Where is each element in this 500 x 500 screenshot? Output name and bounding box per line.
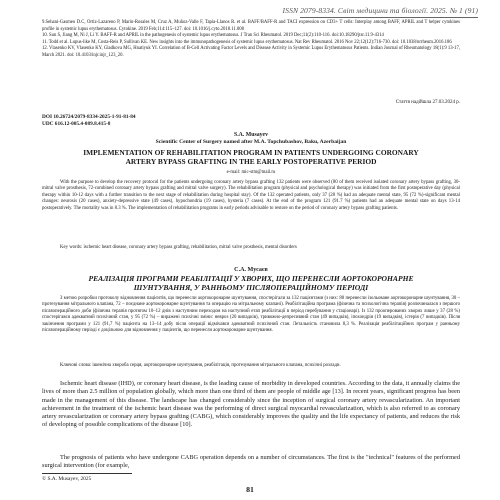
reference-item: 12. Vlasenko KV, Vlasenko KY, Gladkova MG, Hnatiyuk YI. Correlation of B-Cell Activating Factor Levels and Disease Activity in Systemic Lupus Erythematosus Patients. Indian Journal of Rheumatology 18(1):9 13-17, March 2021. doi: 10.4103/injr.injr_123_20. [42, 46, 460, 58]
running-header: ISSN 2079-8334. Світ медицини та біології. 2025. № 1 (91) [282, 6, 478, 15]
affiliation-en: Scientific Center of Surgery named after M.A. Topchubashov, Baku, Azerbaijan [155, 139, 347, 145]
page-number: 81 [246, 485, 254, 494]
footnote-rule [42, 473, 132, 474]
article-title-uk: РЕАЛІЗАЦІЯ ПРОГРАМИ РЕАБІЛІТАЦІЇ У ХВОРИХ, ЩО ПЕРЕНЕСЛИ АОРТОКОРОНАРНЕ ШУНТУВАННЯ, У РАННЬОМУ ПІСЛЯОПЕРАЦІЙНОМУ ПЕРІОДІ [88, 274, 414, 292]
body-paragraph: Ischemic heart disease (IHD), or coronary heart disease, is the leading cause of morbidity in developed countries. According to the data, it annually claims the lives of more than 2.5 million of population globally, which more than one third of them are people of middle age [13]. In recent years, significant progress has been made in the management of this disease. The landscape has changed considerably since the inception of surgical coronary artery revascularization. An important achievement in the treatment of the ischemic heart disease was the performing of direct surgical myocardial revascularization, which is also referred to as coronary artery revascularization or coronary artery bypass grafting (CABG), which considerably improves the quality and the life expectancy of patients, and reduces the risk of developing of possible complications of the disease [10]. [42, 380, 460, 429]
copyright: © S.A. Musayev, 2025 [42, 476, 92, 482]
received-date: Стаття надійшла 27.03.2024 р. [395, 100, 460, 105]
reference-list [42, 20, 460, 60]
udc: UDC 616.12-005.4-089.8.415-8 [42, 121, 111, 127]
reference-item: 10. Sun S, Jiang M, Ni J, Li Y. BAFF-R and APRIL in the pathogenesis of systemic lupus erythematosus. J Tran Sci Rheumatol. 2019 Dec;11(2):110-116. doi:10.18290/jtsr.11.9-4314 [42, 33, 384, 39]
abstract-en: With the purpose to develop the recovery protocol for the patients undergoing coronary artery bypass grafting 132 patients were observed (80 of them received isolated coronary artery bypass grafting, 30-mitral valve prosthesis, 72-combined coronary artery bypass grafting and mitral valve surgery). The rehabilitation program (physical and psychological therapy) was initiated from the first postoperative day (physical therapy within 10-12 days with a further transition to the next stage of rehabilitation during hospital stay). Of the 132 operated patients, only 37 (28 %) had an adequate mental state, 95 (72 %)-significant mental changes: neurosis (20 cases), anxiety-depressive state (49 cases), hypochondria (19 cases), hysteria (7 cases). At the end of the program 121 (91.7 %) patients had an adequate mental state on days 13-14 postoperatively. The mortality was in 8.3 %. The implementation of rehabilitation programs in early periods advisable to restore on the period of coronary artery bypass grafting patients. [42, 180, 460, 211]
author-email: e-mail: mic-stm@mail.ru [226, 170, 276, 175]
author-uk: С.А. Мусаєв [234, 267, 268, 273]
doi: DOI 10.26724/2079-8334-2025-1-91-81-84 [42, 114, 136, 120]
keywords-en: Key words: ischemic heart disease, coronary artery bypass grafting, rehabilitation, mitral valve prosthesis, mental disorders [60, 245, 297, 250]
reference-item: 9.Sehani-Gasmeo D.C, Ortiz-Lazareno P, Marin-Rosales M, Cruz A, Muñoz-Valle F, Tapia-Llanos R. et al. BAFF/BAFF-R and TACI expression on CD3+ T cells: Interplay among BAFF, APRIL and T helper cytokines profile in systemic lupus erythematosus. Cytokine. 2019 Feb;114:115–127. doi: 10.1016/j.cyto.2018.11.008 [42, 20, 460, 32]
body-paragraph: The prognosis of patients who have undergone CABG operation depends on a number of circumstances. The first is the "technical" features of the performed surgical intervention (for example, [42, 454, 460, 470]
header-rule [300, 17, 478, 18]
abstract-uk: З метою розробки протоколу відновлення пацієнтів, що перенесли аортокоронарне шунтування, спостерігали за 132 пацієнтами (з них: 80 перенесли ізольоване аортокоронарне шунтування, 30 – протезування мітрального клапана, 72 – поєднане аортокоронарне шунтування та операцію на мітральному клапані). Реабілітаційна програма (фізична та психологічна терапія) розпочиналася з першого післяопераційного доби (фізична терапія протягом 10–12 днів з наступним переходом на наступний етап реабілітації в період перебування у стаціонарі). Із 132 прооперованих хворих лише у 37 (28 %) спостерігався адекватний психічний стан, у 95 (72 %) – виражені психічні зміни: невроз (20 випадків), тривожно-депресивний стан (49 випадків), іпохондрія (19 випадків), істерія (7 випадків). Після закінчення програми у 121 (91,7 %) пацієнта на 13–14 добу після операції відмічався адекватний психічний стан. Летальність становила 8,3 %. Реалізація реабілітаційних програм у ранньому післяопераційному періоді є доцільною для відновлення у пацієнтів, що перенесли аортокоронарне шунтування. [42, 296, 460, 334]
keywords-uk: Ключові слова: ішемічна хвороба серця, аортокоронарне шунтування, реабілітація, протезування мітрального клапана, психічні розлади. [60, 363, 341, 368]
reference-item: 11. Todd et al. Lupus-like M, Costa-Reis P, Sullivan KE. New insights into the immunopathogenesis of systemic lupus erythematosus. Nat Rev Rheumatol. 2016 Nov 22;12(12):716-730. doi: 10.1038/nrrheum.2016.186 [42, 39, 452, 45]
article-title-en: IMPLEMENTATION OF REHABILITATION PROGRAM IN PATIENTS UNDERGOING CORONARY ARTERY BYPASS GRAFTING IN THE EARLY POSTOPERATIVE PERIOD [83, 148, 419, 166]
author-en: S.A. Musayev [234, 132, 268, 138]
